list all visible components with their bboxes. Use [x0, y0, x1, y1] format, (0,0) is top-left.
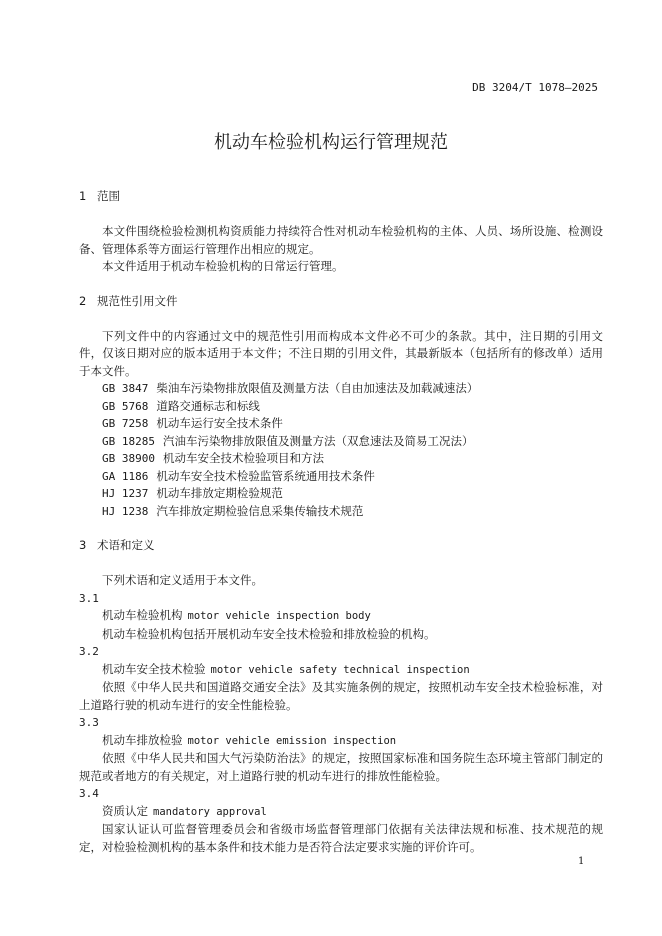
term-name-cn: 机动车排放检验: [102, 732, 183, 747]
term-name: [79, 661, 603, 680]
term-definition: 机动车检验机构包括开展机动车安全技术检验和排放检验的机构。: [102, 626, 436, 641]
document-title: 机动车检验机构运行管理规范: [214, 132, 448, 153]
section-title: 规范性引用文件: [97, 293, 178, 308]
reference-item: [79, 415, 603, 433]
term-number: 3.3: [79, 716, 99, 729]
term-number: 3.2: [79, 645, 99, 658]
reference-title: 机动车安全技术检验项目和方法: [162, 451, 324, 465]
reference-item: [79, 380, 603, 398]
reference-item: [79, 398, 603, 416]
term-name-cn: 资质认定: [102, 803, 148, 818]
paragraph: 下列术语和定义适用于本文件。: [102, 573, 263, 587]
reference-title: 柴油车污染物排放限值及测量方法（自由加速法及加载减速法）: [156, 381, 479, 395]
term-name-en: motor vehicle safety technical inspection: [210, 663, 470, 676]
section-heading-scope: [79, 188, 603, 205]
reference-code: GB 7258: [102, 417, 149, 430]
reference-title: 汽油车污染物排放限值及测量方法（双怠速法及简易工况法）: [162, 433, 474, 448]
term-name-en: mandatory approval: [153, 805, 267, 818]
document-code: DB 3204/T 1078—2025: [472, 81, 598, 94]
section-title: 术语和定义: [97, 538, 155, 552]
term-definition: 依照《中华人民共和国道路交通安全法》及其实施条例的规定，按照机动车安全技术检验标准，对上道路行驶的机动车进行的安全性能检验。: [79, 680, 603, 712]
reference-code: HJ 1237: [102, 487, 149, 500]
reference-code: GB 18285: [102, 434, 155, 448]
term-number: 3.4: [79, 787, 99, 800]
reference-title: 道路交通标志和标线: [156, 398, 260, 413]
reference-item: [79, 503, 603, 521]
term-name-cn: 机动车安全技术检验: [102, 661, 206, 676]
term-name: [79, 803, 603, 822]
term-name-en: motor vehicle emission inspection: [187, 734, 397, 747]
reference-code: HJ 1238: [102, 504, 149, 518]
section-heading-terms: [79, 537, 603, 554]
paragraph: 本文件围绕检验检测机构资质能力持续符合性对机动车检验机构的主体、人员、场所设施、检测设备、管理体系等方面运行管理作出相应的规定。: [79, 224, 603, 256]
reference-title: 机动车运行安全技术条件: [156, 416, 283, 430]
section-title: 范围: [97, 189, 120, 203]
reference-code: GA 1186: [102, 469, 149, 483]
reference-title: 机动车安全技术检验监管系统通用技术条件: [156, 468, 375, 483]
document-body: [79, 188, 603, 856]
term-name: [79, 732, 603, 751]
section-heading-normative: [79, 293, 603, 310]
page-number: 1: [578, 856, 585, 867]
paragraph: 下列文件中的内容通过文中的规范性引用而构成本文件必不可少的条款。其中，注日期的引用文件，仅该日期对应的版本适用于本文件；不注日期的引用文件，其最新版本（包括所有的修改单）适用于本文件。: [79, 328, 603, 378]
reference-title: 机动车排放定期检验规范: [156, 486, 283, 500]
section-number: 3: [79, 538, 87, 552]
reference-item: [79, 485, 603, 503]
term-name: [79, 607, 603, 626]
reference-item: [79, 450, 603, 468]
reference-item: [79, 433, 603, 451]
term-name-en: motor vehicle inspection body: [187, 610, 371, 622]
reference-code: GB 3847: [102, 382, 149, 395]
section-number: 1: [79, 189, 87, 203]
section-number: 2: [79, 293, 87, 308]
term-name-cn: 机动车检验机构: [102, 608, 183, 622]
paragraph: 本文件适用于机动车检验机构的日常运行管理。: [102, 259, 344, 273]
term-number: 3.1: [79, 591, 99, 605]
reference-code: GB 38900: [102, 452, 155, 465]
reference-item: [79, 468, 603, 486]
term-definition: 依照《中华人民共和国大气污染防治法》的规定，按照国家标准和国务院生态环境主管部门制定的规范或者地方的有关规定，对上道路行驶的机动车进行的排放性能检验。: [79, 751, 603, 783]
reference-title: 汽车排放定期检验信息采集传输技术规范: [156, 503, 364, 518]
term-definition: 国家认证认可监督管理委员会和省级市场监督管理部门依据有关法律法规和标准、技术规范的规定，对检验检测机构的基本条件和技术能力是否符合法定要求实施的评价许可。: [79, 822, 603, 854]
reference-code: GB 5768: [102, 399, 149, 413]
